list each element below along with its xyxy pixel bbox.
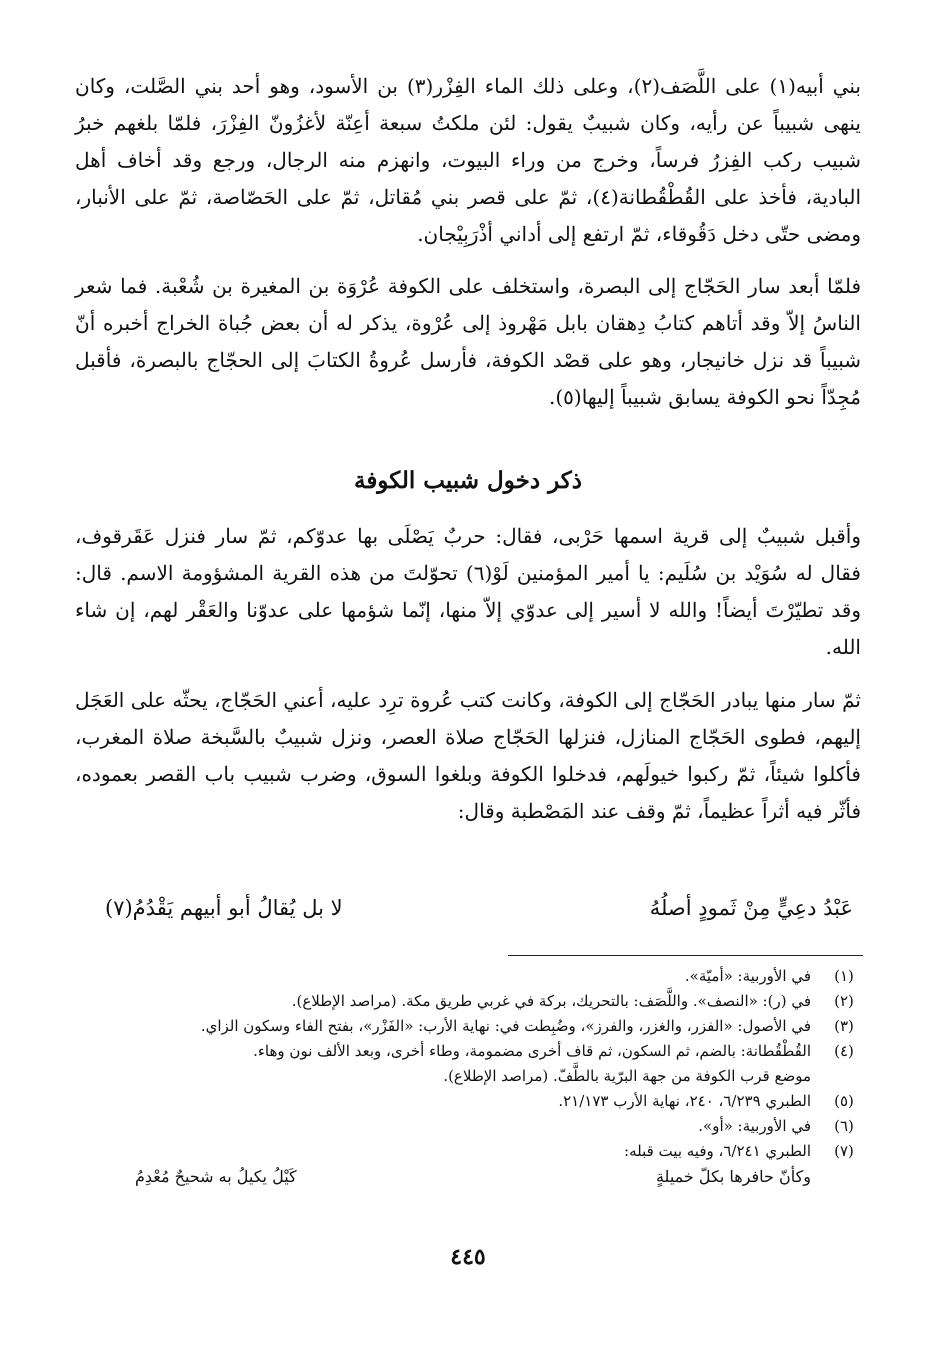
footnote-text: القُطْقُطانة: بالضم، ثم السكون، ثم قاف أخرى مضمومة، وطاء أخرى، وبعد الألف نون وهاء. bbox=[253, 1042, 811, 1060]
page-number: ٤٤٥ bbox=[450, 1244, 486, 1270]
footnote-number: (٧) bbox=[834, 1142, 854, 1160]
verse-second-hemistich: لا بل يُقالُ أبو أبيهم يَقْدُمُ(٧) bbox=[105, 896, 343, 920]
footnote-number: (٢) bbox=[834, 992, 854, 1010]
footnote-text: في الأصول: «الفزر، والغزر، والفرز»، وضُبِطت في: نهاية الأرب: «الفَزْر»، بفتح الفاء وسكون الزاي. bbox=[200, 1017, 811, 1035]
footnote-continuation: موضع قرب الكوفة من جهة البرّية بالطَّفّ. (مراصد الإطلاع). bbox=[443, 1067, 811, 1085]
footnote-number: (٦) bbox=[834, 1117, 854, 1135]
footnote-verse-first: وكأنّ حافرها بكلّ خميلةٍ bbox=[655, 1167, 811, 1186]
footnote-text: في الأوربية: «أميّة». bbox=[684, 967, 811, 985]
footnote-text: في الأوربية: «أو». bbox=[698, 1117, 811, 1135]
footnote bbox=[75, 1114, 861, 1139]
footnote bbox=[75, 1014, 861, 1039]
footnotes bbox=[75, 964, 861, 1190]
footnote-number: (٥) bbox=[834, 1092, 854, 1110]
section-heading: ذكر دخول شبيب الكوفة bbox=[353, 467, 582, 494]
footnote bbox=[75, 1039, 861, 1089]
footnote-separator bbox=[508, 955, 863, 956]
footnote-number: (٤) bbox=[834, 1042, 854, 1060]
paragraph-4: ثمّ سار منها يبادر الحَجّاج إلى الكوفة، وكانت كتب عُروة ترِد عليه، أعني الحَجّاج، يحثّه على العَجَل إليهم، فطوى الحَجّاج المنازل، فنزلها الحَجّاج صلاة العصر، ونزل شبيبٌ بالسَّبخة صلاة المغرب، فأكلوا شيئاً، ثمّ ركبوا خيولَهم، فدخلوا الكوفة وبلغوا السوق، وضرب شبيب باب القصر بعموده، فأثّر فيه أثراً عظيماً، ثمّ وقف عند المَصْطبة وقال: bbox=[75, 688, 861, 823]
paragraph-2: فلمّا أبعد سار الحَجّاج إلى البصرة، واستخلف على الكوفة عُرْوَة بن المغيرة بن شُعْبة. فما شعر الناسُ إلاّ وقد أتاهم كتابُ دِهقان بابل مَهْروذ إلى عُرْوة، يذكر له أن بعض جُباة الخراج أخبره أنّ شبيباً قد نزل خانيجار، وهو على قصْد الكوفة، فأرسل عُروةُ الكتابَ إلى الحجّاج بالبصرة، فأقبل مُجِدّاً نحو الكوفة يسابق شبيباً إليها(٥). bbox=[75, 274, 861, 409]
footnote-text: الطبري ٦/٢٤١، وفيه بيت قبله: bbox=[624, 1142, 811, 1160]
footnote bbox=[75, 989, 861, 1014]
footnote bbox=[75, 1089, 861, 1114]
poetry-verse bbox=[75, 888, 861, 928]
footnote-text: الطبري ٦/٢٣٩، ٢٤٠، نهاية الأرب ٢١/١٧٣. bbox=[558, 1092, 811, 1110]
footnote-verse-second: كَيْلُ يكيلُ به شحيحٌ مُعْدِمُ bbox=[135, 1167, 297, 1186]
footnote bbox=[75, 1139, 861, 1164]
paragraph-3: وأقبل شبيبٌ إلى قرية اسمها حَرْبى، فقال: حربٌ يَصْلَى بها عدوّكم، ثمّ سار فنزل عَقَرقوف، فقال له سُوَيْد بن سُلَيم: يا أمير المؤمنين لَوْ(٦) تحوّلتَ من هذه القرية المشؤومة الاسم. قال: وقد تطيّرْتَ أيضاً! والله لا أسير إلى عدوّي إلاّ منها، إنّما شؤمها على عدوّنا والعَقْر لهم، إن شاء الله. bbox=[75, 524, 861, 659]
footnote-verse bbox=[75, 1164, 811, 1190]
footnote bbox=[75, 964, 861, 989]
paragraph-1: بني أبيه(١) على اللَّصَف(٢)، وعلى ذلك الماء الفِزْر(٣) بن الأسود، وهو أحد بني الصَّلت، وكان ينهى شبيباً عن رأيه، وكان شبيبٌ يقول: لئن ملكتُ سبعة أعِنّة لأغزُونّ الفِزْرَ، فلمّا بلغهم خبرُ شبيب ركب الفِزرُ فرساً، وخرج من وراء البيوت، وانهزم منه الرجال، ورجع وقد أخاف أهل البادية، فأخذ على القُطْقُطانة(٤)، ثمّ على قصر بني مُقاتل، ثمّ على الحَصّاصة، ثمّ على الأنبار، ومضى حتّى دخل دَقُوقاء، ثمّ ارتفع إلى أداني أذْرَبِيْجان. bbox=[75, 74, 862, 246]
footnote-text: في (ر): «النصف». واللَّصَف: بالتحريك، بركة في غربي طريق مكة. (مراصد الإطلاع). bbox=[291, 992, 811, 1010]
footnote-number: (١) bbox=[834, 967, 854, 985]
verse-first-hemistich: عَبْدُ دعِيٍّ مِنْ ثَمودٍ أصلُهُ bbox=[649, 896, 853, 920]
footnote-number: (٣) bbox=[834, 1017, 854, 1035]
